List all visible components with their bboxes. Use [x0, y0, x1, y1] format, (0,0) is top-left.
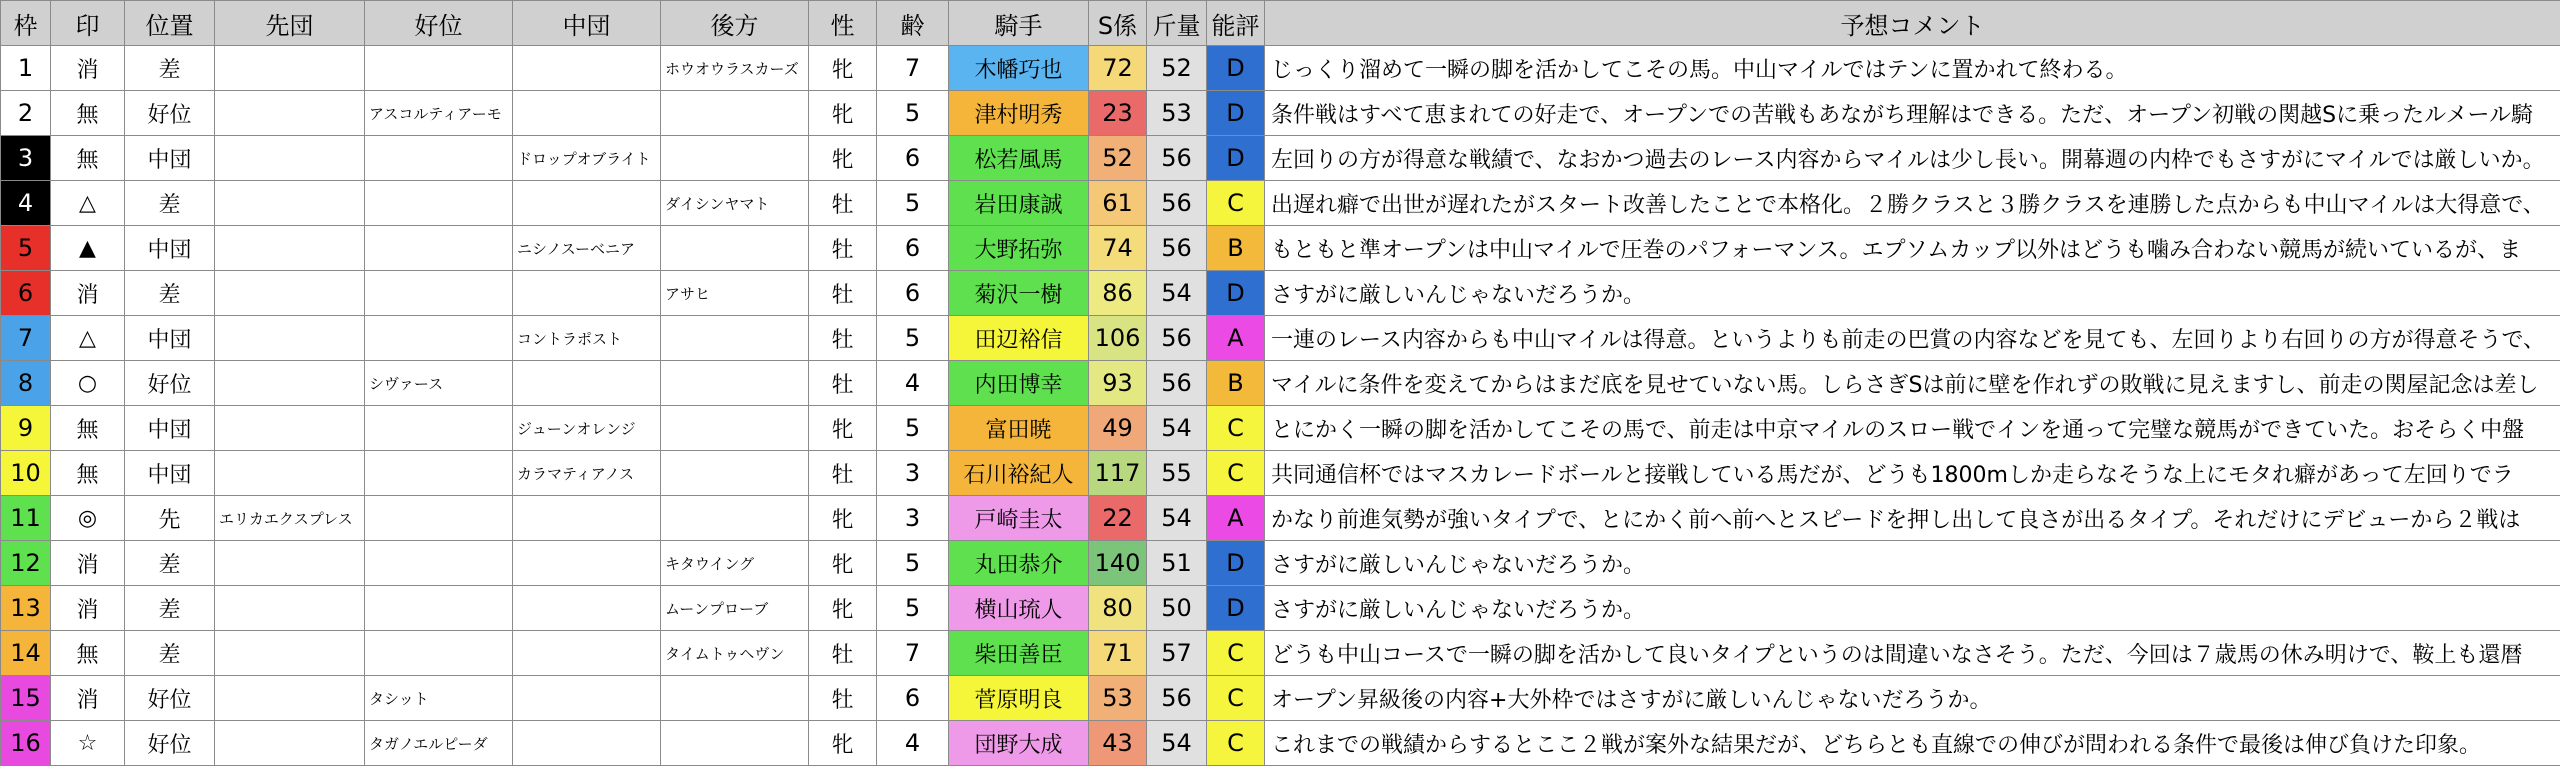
cell-weight[interactable]: 55 — [1147, 451, 1207, 496]
cell-weight[interactable]: 54 — [1147, 721, 1207, 766]
cell-koui[interactable] — [365, 496, 513, 541]
cell-age[interactable]: 6 — [877, 136, 949, 181]
cell-grade[interactable]: D — [1207, 136, 1265, 181]
table-row — [1, 541, 2560, 586]
cell-grade[interactable]: C — [1207, 721, 1265, 766]
cell-sendan[interactable] — [215, 676, 365, 721]
cell-age[interactable]: 7 — [877, 631, 949, 676]
cell-s-coef[interactable]: 74 — [1089, 226, 1147, 271]
cell-position[interactable]: 差 — [125, 586, 215, 631]
cell-s-coef[interactable]: 93 — [1089, 361, 1147, 406]
cell-position[interactable]: 中団 — [125, 316, 215, 361]
table-row — [1, 361, 2560, 406]
cell-kouho[interactable] — [661, 91, 809, 136]
cell-sendan[interactable] — [215, 271, 365, 316]
header-kouho[interactable]: 後方 — [661, 1, 809, 46]
cell-age[interactable]: 6 — [877, 271, 949, 316]
cell-koui[interactable] — [365, 586, 513, 631]
cell-s-coef[interactable]: 61 — [1089, 181, 1147, 226]
cell-chudan[interactable]: ニシノスーベニア — [513, 226, 661, 271]
cell-grade[interactable]: D — [1207, 46, 1265, 91]
cell-comment[interactable]: じっくり溜めて一瞬の脚を活かしてこその馬。中山マイルではテンに置かれて終わる。 — [1265, 46, 2560, 91]
cell-s-coef[interactable]: 140 — [1089, 541, 1147, 586]
cell-waku[interactable]: 4 — [1, 181, 51, 226]
cell-comment[interactable]: これまでの戦績からするとここ２戦が案外な結果だが、どちらとも直線での伸びが問われる条件で最後は伸び負けた印象。 — [1265, 721, 2560, 766]
cell-position[interactable]: 中団 — [125, 406, 215, 451]
table-row — [1, 676, 2560, 721]
header-sex[interactable]: 性 — [809, 1, 877, 46]
cell-kouho[interactable] — [661, 676, 809, 721]
cell-kouho[interactable] — [661, 721, 809, 766]
cell-jockey[interactable]: 柴田善臣 — [949, 631, 1089, 676]
cell-mark[interactable]: ◎ — [51, 496, 125, 541]
cell-position[interactable]: 好位 — [125, 91, 215, 136]
cell-jockey[interactable]: 菅原明良 — [949, 676, 1089, 721]
cell-mark[interactable]: 消 — [51, 46, 125, 91]
cell-sex[interactable]: 牝 — [809, 91, 877, 136]
cell-s-coef[interactable]: 80 — [1089, 586, 1147, 631]
cell-sex[interactable]: 牝 — [809, 46, 877, 91]
cell-sex[interactable]: 牡 — [809, 181, 877, 226]
cell-position[interactable]: 差 — [125, 271, 215, 316]
cell-jockey[interactable]: 菊沢一樹 — [949, 271, 1089, 316]
cell-waku[interactable]: 11 — [1, 496, 51, 541]
cell-waku[interactable]: 3 — [1, 136, 51, 181]
cell-age[interactable]: 4 — [877, 361, 949, 406]
cell-sendan[interactable] — [215, 721, 365, 766]
cell-grade[interactable]: B — [1207, 226, 1265, 271]
cell-mark[interactable]: ○ — [51, 361, 125, 406]
cell-chudan[interactable] — [513, 631, 661, 676]
cell-age[interactable]: 3 — [877, 496, 949, 541]
cell-position[interactable]: 中団 — [125, 226, 215, 271]
cell-weight[interactable]: 51 — [1147, 541, 1207, 586]
header-s-coef[interactable]: S係 — [1089, 1, 1147, 46]
cell-age[interactable]: 5 — [877, 181, 949, 226]
cell-jockey[interactable]: 内田博幸 — [949, 361, 1089, 406]
cell-sex[interactable]: 牝 — [809, 721, 877, 766]
cell-kouho[interactable] — [661, 451, 809, 496]
cell-weight[interactable]: 53 — [1147, 91, 1207, 136]
cell-weight[interactable]: 56 — [1147, 136, 1207, 181]
cell-jockey[interactable]: 富田暁 — [949, 406, 1089, 451]
cell-grade[interactable]: C — [1207, 631, 1265, 676]
cell-kouho[interactable] — [661, 361, 809, 406]
table-row — [1, 631, 2560, 676]
cell-kouho[interactable]: ホウオウラスカーズ — [661, 46, 809, 91]
cell-comment[interactable]: 共同通信杯ではマスカレードボールと接戦している馬だが、どうも1800mしか走らなそうな上にモタれ癖があって左回りでラ — [1265, 451, 2560, 496]
cell-age[interactable]: 5 — [877, 586, 949, 631]
cell-comment[interactable]: とにかく一瞬の脚を活かしてこその馬で、前走は中京マイルのスロー戦でインを通って完璧な競馬ができていた。おそらく中盤 — [1265, 406, 2560, 451]
cell-age[interactable]: 5 — [877, 406, 949, 451]
table-row — [1, 316, 2560, 361]
header-row — [1, 1, 2560, 46]
cell-jockey[interactable]: 団野大成 — [949, 721, 1089, 766]
cell-s-coef[interactable]: 22 — [1089, 496, 1147, 541]
header-waku[interactable]: 枠 — [1, 1, 51, 46]
cell-grade[interactable]: D — [1207, 91, 1265, 136]
cell-koui[interactable]: タシット — [365, 676, 513, 721]
cell-sex[interactable]: 牡 — [809, 361, 877, 406]
cell-comment[interactable]: 左回りの方が得意な戦績で、なおかつ過去のレース内容からマイルは少し長い。開幕週の内枠でもさすがにマイルでは厳しいか。 — [1265, 136, 2560, 181]
header-mark[interactable]: 印 — [51, 1, 125, 46]
cell-koui[interactable] — [365, 136, 513, 181]
cell-chudan[interactable] — [513, 361, 661, 406]
cell-sendan[interactable] — [215, 631, 365, 676]
cell-koui[interactable] — [365, 181, 513, 226]
cell-sendan[interactable] — [215, 91, 365, 136]
cell-s-coef[interactable]: 23 — [1089, 91, 1147, 136]
cell-chudan[interactable] — [513, 46, 661, 91]
cell-sex[interactable]: 牝 — [809, 406, 877, 451]
cell-grade[interactable]: C — [1207, 451, 1265, 496]
cell-grade[interactable]: D — [1207, 541, 1265, 586]
cell-s-coef[interactable]: 49 — [1089, 406, 1147, 451]
cell-position[interactable]: 差 — [125, 46, 215, 91]
cell-s-coef[interactable]: 117 — [1089, 451, 1147, 496]
cell-koui[interactable] — [365, 271, 513, 316]
cell-koui[interactable]: タガノエルピーダ — [365, 721, 513, 766]
cell-chudan[interactable] — [513, 271, 661, 316]
cell-mark[interactable]: 無 — [51, 136, 125, 181]
table-row — [1, 271, 2560, 316]
cell-weight[interactable]: 50 — [1147, 586, 1207, 631]
cell-waku[interactable]: 16 — [1, 721, 51, 766]
cell-sendan[interactable] — [215, 541, 365, 586]
table-row — [1, 496, 2560, 541]
cell-jockey[interactable]: 石川裕紀人 — [949, 451, 1089, 496]
table-row — [1, 46, 2560, 91]
cell-grade[interactable]: D — [1207, 586, 1265, 631]
cell-comment[interactable]: マイルに条件を変えてからはまだ底を見せていない馬。しらさぎSは前に壁を作れずの敗戦に見えますし、前走の関屋記念は差し — [1265, 361, 2560, 406]
cell-position[interactable]: 差 — [125, 181, 215, 226]
cell-sendan[interactable] — [215, 406, 365, 451]
cell-waku[interactable]: 13 — [1, 586, 51, 631]
cell-weight[interactable]: 56 — [1147, 361, 1207, 406]
cell-koui[interactable]: シヴァース — [365, 361, 513, 406]
table-row — [1, 451, 2560, 496]
cell-chudan[interactable] — [513, 676, 661, 721]
cell-s-coef[interactable]: 72 — [1089, 46, 1147, 91]
cell-s-coef[interactable]: 43 — [1089, 721, 1147, 766]
cell-age[interactable]: 3 — [877, 451, 949, 496]
cell-kouho[interactable]: アサヒ — [661, 271, 809, 316]
cell-jockey[interactable]: 津村明秀 — [949, 91, 1089, 136]
cell-chudan[interactable]: カラマティアノス — [513, 451, 661, 496]
cell-grade[interactable]: B — [1207, 361, 1265, 406]
cell-sendan[interactable] — [215, 361, 365, 406]
cell-mark[interactable]: ☆ — [51, 721, 125, 766]
cell-koui[interactable] — [365, 451, 513, 496]
cell-mark[interactable]: 消 — [51, 541, 125, 586]
cell-chudan[interactable] — [513, 541, 661, 586]
cell-position[interactable]: 好位 — [125, 361, 215, 406]
cell-s-coef[interactable]: 106 — [1089, 316, 1147, 361]
cell-sendan[interactable] — [215, 226, 365, 271]
cell-s-coef[interactable]: 86 — [1089, 271, 1147, 316]
cell-kouho[interactable]: ムーンプローブ — [661, 586, 809, 631]
cell-waku[interactable]: 2 — [1, 91, 51, 136]
cell-position[interactable]: 差 — [125, 631, 215, 676]
cell-sendan[interactable]: エリカエクスプレス — [215, 496, 365, 541]
cell-grade[interactable]: C — [1207, 181, 1265, 226]
cell-chudan[interactable] — [513, 496, 661, 541]
cell-jockey[interactable]: 大野拓弥 — [949, 226, 1089, 271]
cell-mark[interactable]: △ — [51, 316, 125, 361]
table-row — [1, 136, 2560, 181]
cell-jockey[interactable]: 岩田康誠 — [949, 181, 1089, 226]
table-row — [1, 721, 2560, 766]
cell-chudan[interactable]: コントラポスト — [513, 316, 661, 361]
cell-weight[interactable]: 56 — [1147, 181, 1207, 226]
cell-weight[interactable]: 57 — [1147, 631, 1207, 676]
cell-comment[interactable]: さすがに厳しいんじゃないだろうか。 — [1265, 541, 2560, 586]
cell-mark[interactable]: 無 — [51, 451, 125, 496]
cell-comment[interactable]: もともと準オープンは中山マイルで圧巻のパフォーマンス。エプソムカップ以外はどうも噛み合わない競馬が続いているが、ま — [1265, 226, 2560, 271]
cell-waku[interactable]: 10 — [1, 451, 51, 496]
cell-jockey[interactable]: 松若風馬 — [949, 136, 1089, 181]
cell-waku[interactable]: 15 — [1, 676, 51, 721]
cell-position[interactable]: 先 — [125, 496, 215, 541]
cell-kouho[interactable]: タイムトゥヘヴン — [661, 631, 809, 676]
cell-kouho[interactable] — [661, 496, 809, 541]
cell-mark[interactable]: △ — [51, 181, 125, 226]
cell-mark[interactable]: ▲ — [51, 226, 125, 271]
cell-koui[interactable]: アスコルティアーモ — [365, 91, 513, 136]
cell-position[interactable]: 好位 — [125, 676, 215, 721]
cell-jockey[interactable]: 丸田恭介 — [949, 541, 1089, 586]
cell-sendan[interactable] — [215, 586, 365, 631]
cell-weight[interactable]: 56 — [1147, 226, 1207, 271]
table-row — [1, 406, 2560, 451]
cell-sex[interactable]: 牡 — [809, 676, 877, 721]
cell-sendan[interactable] — [215, 316, 365, 361]
header-age[interactable]: 齢 — [877, 1, 949, 46]
cell-weight[interactable]: 54 — [1147, 271, 1207, 316]
cell-weight[interactable]: 56 — [1147, 316, 1207, 361]
cell-age[interactable]: 5 — [877, 91, 949, 136]
cell-kouho[interactable]: ダイシンヤマト — [661, 181, 809, 226]
cell-sendan[interactable] — [215, 451, 365, 496]
cell-koui[interactable] — [365, 46, 513, 91]
table-row — [1, 91, 2560, 136]
cell-waku[interactable]: 1 — [1, 46, 51, 91]
cell-comment[interactable]: かなり前進気勢が強いタイプで、とにかく前へ前へとスピードを押し出して良さが出るタイプ。それだけにデビューから２戦は — [1265, 496, 2560, 541]
cell-mark[interactable]: 消 — [51, 271, 125, 316]
header-chudan[interactable]: 中団 — [513, 1, 661, 46]
cell-mark[interactable]: 無 — [51, 91, 125, 136]
header-weight[interactable]: 斤量 — [1147, 1, 1207, 46]
cell-s-coef[interactable]: 53 — [1089, 676, 1147, 721]
cell-kouho[interactable] — [661, 406, 809, 451]
cell-position[interactable]: 中団 — [125, 451, 215, 496]
cell-kouho[interactable]: キタウイング — [661, 541, 809, 586]
cell-waku[interactable]: 6 — [1, 271, 51, 316]
cell-s-coef[interactable]: 71 — [1089, 631, 1147, 676]
cell-weight[interactable]: 52 — [1147, 46, 1207, 91]
cell-jockey[interactable]: 木幡巧也 — [949, 46, 1089, 91]
cell-sex[interactable]: 牡 — [809, 271, 877, 316]
cell-waku[interactable]: 7 — [1, 316, 51, 361]
cell-chudan[interactable] — [513, 91, 661, 136]
cell-koui[interactable] — [365, 541, 513, 586]
cell-koui[interactable] — [365, 226, 513, 271]
table-row — [1, 226, 2560, 271]
cell-mark[interactable]: 無 — [51, 631, 125, 676]
cell-weight[interactable]: 54 — [1147, 496, 1207, 541]
cell-chudan[interactable] — [513, 181, 661, 226]
cell-position[interactable]: 好位 — [125, 721, 215, 766]
cell-sex[interactable]: 牡 — [809, 226, 877, 271]
cell-jockey[interactable]: 戸崎圭太 — [949, 496, 1089, 541]
table-row — [1, 586, 2560, 631]
cell-comment[interactable]: さすがに厳しいんじゃないだろうか。 — [1265, 586, 2560, 631]
cell-comment[interactable]: オープン昇級後の内容+大外枠ではさすがに厳しいんじゃないだろうか。 — [1265, 676, 2560, 721]
cell-koui[interactable] — [365, 406, 513, 451]
cell-grade[interactable]: A — [1207, 316, 1265, 361]
cell-mark[interactable]: 消 — [51, 586, 125, 631]
cell-weight[interactable]: 54 — [1147, 406, 1207, 451]
cell-sex[interactable]: 牝 — [809, 586, 877, 631]
cell-age[interactable]: 6 — [877, 676, 949, 721]
header-grade[interactable]: 能評 — [1207, 1, 1265, 46]
cell-kouho[interactable] — [661, 136, 809, 181]
cell-comment[interactable]: 出遅れ癖で出世が遅れたがスタート改善したことで本格化。２勝クラスと３勝クラスを連勝した点からも中山マイルは大得意で、 — [1265, 181, 2560, 226]
cell-sex[interactable]: 牝 — [809, 541, 877, 586]
cell-sex[interactable]: 牡 — [809, 631, 877, 676]
cell-waku[interactable]: 9 — [1, 406, 51, 451]
cell-chudan[interactable] — [513, 721, 661, 766]
cell-age[interactable]: 6 — [877, 226, 949, 271]
cell-chudan[interactable] — [513, 586, 661, 631]
header-position[interactable]: 位置 — [125, 1, 215, 46]
cell-sex[interactable]: 牝 — [809, 136, 877, 181]
cell-comment[interactable]: 一連のレース内容からも中山マイルは得意。というよりも前走の巴賞の内容などを見ても、左回りより右回りの方が得意そうで、 — [1265, 316, 2560, 361]
cell-chudan[interactable]: ジューンオレンジ — [513, 406, 661, 451]
header-koui[interactable]: 好位 — [365, 1, 513, 46]
cell-s-coef[interactable]: 52 — [1089, 136, 1147, 181]
cell-chudan[interactable]: ドロップオブライト — [513, 136, 661, 181]
cell-sendan[interactable] — [215, 46, 365, 91]
cell-comment[interactable]: どうも中山コースで一瞬の脚を活かして良いタイプというのは間違いなさそう。ただ、今回は７歳馬の休み明けで、鞍上も還暦 — [1265, 631, 2560, 676]
cell-sendan[interactable] — [215, 136, 365, 181]
cell-sex[interactable]: 牡 — [809, 316, 877, 361]
cell-grade[interactable]: C — [1207, 676, 1265, 721]
cell-waku[interactable]: 8 — [1, 361, 51, 406]
cell-comment[interactable]: 条件戦はすべて恵まれての好走で、オープンでの苦戦もあながち理解はできる。ただ、オープン初戦の関越Sに乗ったルメール騎 — [1265, 91, 2560, 136]
header-comment[interactable]: 予想コメント — [1265, 1, 2560, 46]
cell-grade[interactable]: D — [1207, 271, 1265, 316]
cell-grade[interactable]: C — [1207, 406, 1265, 451]
cell-waku[interactable]: 5 — [1, 226, 51, 271]
table-row — [1, 181, 2560, 226]
cell-grade[interactable]: A — [1207, 496, 1265, 541]
cell-position[interactable]: 差 — [125, 541, 215, 586]
header-sendan[interactable]: 先団 — [215, 1, 365, 46]
cell-age[interactable]: 4 — [877, 721, 949, 766]
cell-waku[interactable]: 12 — [1, 541, 51, 586]
cell-age[interactable]: 7 — [877, 46, 949, 91]
cell-comment[interactable]: さすがに厳しいんじゃないだろうか。 — [1265, 271, 2560, 316]
cell-jockey[interactable]: 田辺裕信 — [949, 316, 1089, 361]
cell-kouho[interactable] — [661, 226, 809, 271]
cell-koui[interactable] — [365, 631, 513, 676]
cell-mark[interactable]: 消 — [51, 676, 125, 721]
cell-mark[interactable]: 無 — [51, 406, 125, 451]
cell-position[interactable]: 中団 — [125, 136, 215, 181]
header-jockey[interactable]: 騎手 — [949, 1, 1089, 46]
cell-weight[interactable]: 56 — [1147, 676, 1207, 721]
cell-waku[interactable]: 14 — [1, 631, 51, 676]
cell-jockey[interactable]: 横山琉人 — [949, 586, 1089, 631]
cell-age[interactable]: 5 — [877, 316, 949, 361]
cell-age[interactable]: 5 — [877, 541, 949, 586]
cell-koui[interactable] — [365, 316, 513, 361]
cell-sex[interactable]: 牡 — [809, 451, 877, 496]
cell-kouho[interactable] — [661, 316, 809, 361]
cell-sex[interactable]: 牝 — [809, 496, 877, 541]
cell-sendan[interactable] — [215, 181, 365, 226]
